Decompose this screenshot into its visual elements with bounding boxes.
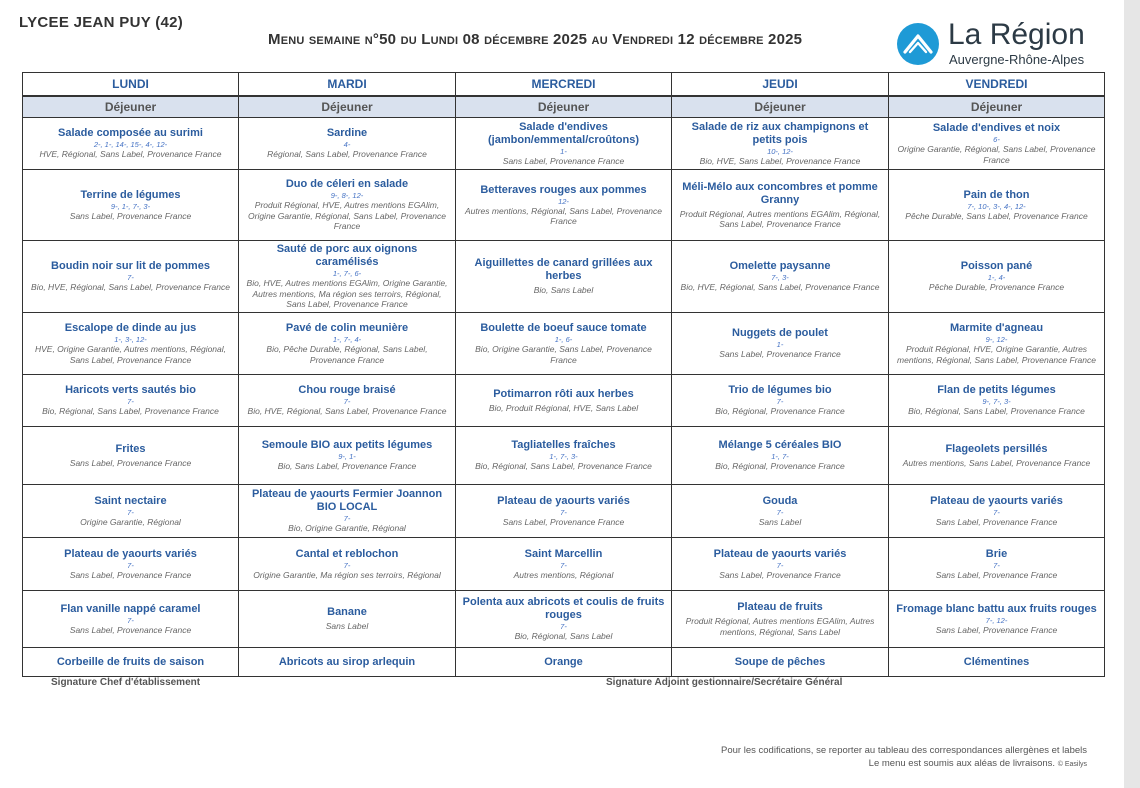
quality-labels: Sans Label, Provenance France <box>69 457 192 468</box>
dish-name: Plateau de fruits <box>737 601 823 613</box>
menu-cell <box>456 591 672 648</box>
quality-labels: Bio, HVE, Régional, Sans Label, Provenance France <box>31 282 230 293</box>
quality-labels: Bio, HVE, Régional, Sans Label, Provenance France <box>680 282 880 293</box>
allergen-codes: 2-, 1-, 14-, 15-, 4-, 12- <box>93 140 168 150</box>
allergen-codes: 1-, 7-, 4- <box>332 335 362 344</box>
allergen-codes: 4- <box>343 140 351 150</box>
allergen-codes: 9-, 1-, 7-, 3- <box>110 201 151 211</box>
allergen-codes: 9-, 8-, 12- <box>330 191 364 201</box>
menu-row <box>23 375 1105 427</box>
dish-name: Gouda <box>762 494 798 507</box>
quality-labels: Sans Label, Provenance France <box>69 569 192 580</box>
allergen-codes: 7- <box>776 397 784 407</box>
menu-row <box>23 485 1105 538</box>
day-header: VENDREDI <box>889 73 1105 96</box>
signature-adjoint: Signature Adjoint gestionnaire/Secrétaire Général <box>606 677 843 688</box>
quality-labels: Sans Label, Provenance France <box>69 210 192 221</box>
dish-name: Nuggets de poulet <box>732 327 828 340</box>
quality-labels: Bio, Sans Label <box>533 285 594 296</box>
menu-row <box>23 591 1105 648</box>
quality-labels: Autres mentions, Sans Label, Provenance France <box>902 457 1091 468</box>
quality-labels: HVE, Régional, Sans Label, Provenance France <box>39 149 222 160</box>
dish-name: Omelette paysanne <box>729 260 831 273</box>
dish-name: Frites <box>115 442 146 455</box>
footer-credit: © Easilys <box>1057 761 1087 768</box>
footer-delivery-note <box>869 758 1087 769</box>
dish-name: Saint nectaire <box>94 494 167 507</box>
quality-labels: Sans Label, Provenance France <box>719 569 841 580</box>
quality-labels: Bio, HVE, Régional, Sans Label, Provenance France <box>247 406 447 417</box>
quality-labels: Sans Label <box>325 621 369 632</box>
allergen-codes: 7- <box>993 507 1000 517</box>
allergen-codes: 10-, 12- <box>767 146 793 156</box>
quality-labels: Autres mentions, Régional, Sans Label, Provenance France <box>464 205 663 226</box>
dish-name: Fromage blanc battu aux fruits rouges <box>896 602 1097 615</box>
dish-name: Salade d'endives (jambon/emmental/croûtons) <box>488 120 639 146</box>
menu-cell <box>456 170 672 241</box>
dish-name: Boulette de boeuf sauce tomate <box>480 322 647 334</box>
allergen-codes: 7- <box>343 560 351 570</box>
quality-labels: Bio, Régional, Sans Label, Provenance France <box>908 406 1085 417</box>
menu-cell <box>889 538 1105 591</box>
quality-labels: Produit Régional, Autres mentions EGAlim, Régional, Sans Label, Provenance France <box>679 208 881 229</box>
menu-cell <box>456 538 672 591</box>
dish-name: Cantal et reblochon <box>295 547 399 560</box>
quality-labels: Bio, HVE, Autres mentions EGAlim, Origine Garantie, Autres mentions, Ma région ses terroirs, Régional, Sans Label, Provenance France <box>246 278 448 310</box>
menu-cell <box>889 591 1105 648</box>
quality-labels: Bio, Régional, Sans Label, Provenance France <box>475 461 652 472</box>
menu-cell <box>456 118 672 170</box>
quality-labels: Sans Label, Provenance France <box>719 349 841 360</box>
day-header: LUNDI <box>23 73 239 96</box>
menu-cell <box>456 485 672 538</box>
allergen-codes: 1-, 3-, 12- <box>114 335 147 344</box>
day-header: MARDI <box>239 73 456 96</box>
allergen-codes: 7- <box>560 507 567 517</box>
school-name: LYCEE JEAN PUY (42) <box>19 14 184 31</box>
dish-name: Plateau de yaourts variés <box>64 547 197 560</box>
dish-name: Abricots au sirop arlequin <box>278 655 416 668</box>
dish-name: Plateau de yaourts variés <box>930 494 1063 507</box>
quality-labels: Origine Garantie, Ma région ses terroirs, Régional <box>253 569 441 580</box>
quality-labels: Origine Garantie, Régional <box>80 516 181 527</box>
quality-labels: Sans Label, Provenance France <box>935 569 1058 580</box>
quality-labels: Produit Régional, HVE, Autres mentions EGAlim, Origine Garantie, Régional, Sans Label, Provenance France <box>248 200 446 232</box>
menu-cell <box>672 648 889 677</box>
allergen-codes: 7- <box>127 615 134 625</box>
menu-cell <box>456 313 672 375</box>
allergen-codes: 7- <box>343 514 351 524</box>
menu-cell <box>889 375 1105 427</box>
allergen-codes: 7-, 12- <box>985 615 1008 625</box>
menu-cell <box>456 241 672 313</box>
day-header-row <box>23 73 1105 96</box>
quality-labels: Autres mentions, Régional <box>513 569 614 580</box>
menu-cell <box>672 313 889 375</box>
allergen-codes: 7- <box>127 273 134 283</box>
menu-cell <box>239 118 456 170</box>
quality-labels: Régional, Sans Label, Provenance France <box>267 149 427 160</box>
quality-labels: Sans Label, Provenance France <box>935 516 1058 527</box>
allergen-codes: 9-, 1- <box>338 452 356 462</box>
allergen-codes: 7- <box>127 397 134 407</box>
dish-name: Plateau de yaourts Fermier Joannon BIO LOCAL <box>251 488 443 514</box>
dish-name: Flan vanille nappé caramel <box>60 602 201 615</box>
day-header: JEUDI <box>672 73 889 96</box>
allergen-codes: 9-, 7-, 3- <box>982 397 1011 407</box>
region-logo <box>897 18 1107 69</box>
allergen-codes: 1-, 7- <box>771 452 789 462</box>
menu-table <box>22 72 1105 677</box>
quality-labels: Bio, Régional, Sans Label <box>514 631 613 642</box>
allergen-codes: 6- <box>993 135 1000 144</box>
menu-cell <box>889 648 1105 677</box>
menu-cell <box>239 538 456 591</box>
menu-cell <box>456 648 672 677</box>
menu-cell <box>239 427 456 485</box>
dish-name: Trio de légumes bio <box>728 384 832 397</box>
dish-name: Escalope de dinde au jus <box>64 322 197 334</box>
menu-cell <box>672 118 889 170</box>
menu-cell <box>672 170 889 241</box>
dish-name: Haricots verts sautés bio <box>65 384 196 397</box>
allergen-codes: 7- <box>127 560 134 570</box>
dish-name: Soupe de pêches <box>734 655 826 668</box>
menu-cell <box>239 375 456 427</box>
dish-name: Tagliatelles fraîches <box>511 439 616 452</box>
quality-labels: Bio, Sans Label, Provenance France <box>277 461 417 472</box>
menu-cell <box>672 591 889 648</box>
dish-name: Brie <box>985 547 1008 560</box>
allergen-codes: 1- <box>776 340 784 350</box>
menu-cell <box>239 648 456 677</box>
menu-cell <box>889 118 1105 170</box>
dish-name: Betteraves rouges aux pommes <box>480 183 647 196</box>
allergen-codes: 7-, 3- <box>771 273 789 283</box>
quality-labels: Bio, Origine Garantie, Régional <box>288 523 406 534</box>
page-edge <box>1124 0 1140 788</box>
menu-cell <box>889 485 1105 538</box>
menu-cell <box>23 375 239 427</box>
quality-labels: Bio, Régional, Provenance France <box>715 461 845 472</box>
meal-label: Déjeuner <box>889 96 1105 118</box>
region-logo-name: La Région <box>948 18 1085 51</box>
menu-cell <box>239 485 456 538</box>
allergen-codes: 7- <box>560 622 567 632</box>
dish-name: Mélange 5 céréales BIO <box>718 439 842 452</box>
menu-cell <box>23 170 239 241</box>
footer-codification-note: Pour les codifications, se reporter au tableau des correspondances allergènes et labels <box>721 745 1087 756</box>
quality-labels: Sans Label, Provenance France <box>935 624 1058 635</box>
quality-labels: Bio, Origine Garantie, Sans Label, Provenance France <box>475 344 652 365</box>
menu-cell <box>23 241 239 313</box>
allergen-codes: 7- <box>776 560 784 570</box>
dish-name: Sardine <box>326 127 368 140</box>
quality-labels: Produit Régional, HVE, Origine Garantie, Autres mentions, Régional, Sans Label, Provenance France <box>897 344 1096 365</box>
quality-labels: Sans Label <box>758 516 802 527</box>
footer-delivery-text: Le menu est soumis aux aléas de livraisons. <box>868 758 1056 769</box>
dish-name: Aiguillettes de canard grillées aux herbes <box>474 257 653 283</box>
allergen-codes: 1-, 6- <box>554 335 573 344</box>
meal-label: Déjeuner <box>456 96 672 118</box>
region-logo-icon <box>897 23 939 65</box>
dish-name: Polenta aux abricots et coulis de fruits rouges <box>462 596 665 622</box>
menu-cell <box>672 485 889 538</box>
dish-name: Flan de petits légumes <box>937 384 1056 397</box>
menu-cell <box>23 648 239 677</box>
dish-name: Salade d'endives et noix <box>932 122 1061 134</box>
menu-cell <box>23 427 239 485</box>
quality-labels: Bio, HVE, Sans Label, Provenance France <box>699 155 861 166</box>
allergen-codes: 7- <box>343 397 351 407</box>
menu-row <box>23 170 1105 241</box>
dish-name: Banane <box>327 606 367 619</box>
menu-cell <box>239 313 456 375</box>
quality-labels: Origine Garantie, Régional, Sans Label, Provenance France <box>897 144 1096 165</box>
dish-name: Pavé de colin meunière <box>285 322 409 334</box>
quality-labels: Sans Label, Provenance France <box>502 155 625 166</box>
menu-cell <box>23 313 239 375</box>
dish-name: Plateau de yaourts variés <box>497 494 630 507</box>
quality-labels: Bio, Produit Régional, HVE, Sans Label <box>488 402 639 413</box>
allergen-codes: 1-, 4- <box>987 273 1006 283</box>
menu-cell <box>239 170 456 241</box>
menu-cell <box>889 313 1105 375</box>
signature-chef: Signature Chef d'établissement <box>51 677 201 688</box>
allergen-codes: 1-, 7-, 6- <box>332 269 362 279</box>
dish-name: Chou rouge braisé <box>298 384 396 397</box>
dish-name: Plateau de yaourts variés <box>713 547 847 560</box>
day-header: MERCREDI <box>456 73 672 96</box>
quality-labels: Bio, Régional, Sans Label, Provenance France <box>42 406 219 417</box>
menu-row <box>23 241 1105 313</box>
menu-cell <box>672 241 889 313</box>
region-logo-subtitle: Auvergne-Rhône-Alpes <box>949 52 1085 67</box>
menu-row <box>23 427 1105 485</box>
quality-labels: Sans Label, Provenance France <box>69 624 192 635</box>
quality-labels: Sans Label, Provenance France <box>502 516 625 527</box>
menu-cell <box>239 591 456 648</box>
dish-name: Saint Marcellin <box>524 547 603 560</box>
dish-name: Semoule BIO aux petits légumes <box>261 439 433 452</box>
menu-cell <box>23 485 239 538</box>
menu-row <box>23 313 1105 375</box>
menu-cell <box>672 538 889 591</box>
quality-labels: Pêche Durable, Provenance France <box>928 282 1065 293</box>
menu-cell <box>23 538 239 591</box>
menu-cell <box>889 170 1105 241</box>
dish-name: Boudin noir sur lit de pommes <box>51 260 210 273</box>
menu-cell <box>23 591 239 648</box>
allergen-codes: 9-, 12- <box>985 335 1008 344</box>
dish-name: Poisson pané <box>960 260 1033 273</box>
menu-cell <box>672 375 889 427</box>
menu-cell <box>889 427 1105 485</box>
allergen-codes: 7- <box>127 507 134 517</box>
dish-name: Terrine de légumes <box>80 188 181 201</box>
dish-name: Méli-Mélo aux concombres et pomme Granny <box>682 180 878 206</box>
menu-cell <box>239 241 456 313</box>
menu-row <box>23 648 1105 677</box>
dish-name: Duo de céleri en salade <box>285 178 409 191</box>
allergen-codes: 7- <box>776 507 784 517</box>
menu-cell <box>23 118 239 170</box>
quality-labels: Pêche Durable, Sans Label, Provenance France <box>905 210 1088 221</box>
menu-cell <box>456 375 672 427</box>
allergen-codes: 7- <box>560 560 567 570</box>
menu-title: Menu semaine n°50 du Lundi 08 décembre 2025 au Vendredi 12 décembre 2025 <box>268 31 803 48</box>
allergen-codes: 1-, 7-, 3- <box>549 452 578 462</box>
meal-row <box>23 96 1105 118</box>
allergen-codes: 12- <box>558 196 569 206</box>
dish-name: Marmite d'agneau <box>949 322 1044 334</box>
dish-name: Flageolets persillés <box>945 442 1048 455</box>
quality-labels: Bio, Régional, Provenance France <box>715 406 845 417</box>
allergen-codes: 7- <box>993 560 1000 570</box>
dish-name: Pain de thon <box>963 188 1030 201</box>
menu-cell <box>889 241 1105 313</box>
menu-row <box>23 118 1105 170</box>
dish-name: Orange <box>544 655 583 668</box>
meal-label: Déjeuner <box>672 96 889 118</box>
dish-name: Sauté de porc aux oignons caramélisés <box>276 243 418 269</box>
quality-labels: Bio, Pêche Durable, Régional, Sans Label, Provenance France <box>266 344 428 365</box>
dish-name: Potimarron rôti aux herbes <box>493 387 634 400</box>
menu-row <box>23 538 1105 591</box>
allergen-codes: 7-, 10-, 3-, 4-, 12- <box>967 201 1026 211</box>
dish-name: Corbeille de fruits de saison <box>56 655 205 668</box>
dish-name: Salade de riz aux champignons et petits pois <box>691 120 869 146</box>
quality-labels: Produit Régional, Autres mentions EGAlim, Autres mentions, Régional, Sans Label <box>685 616 875 637</box>
quality-labels: HVE, Origine Garantie, Autres mentions, Régional, Sans Label, Provenance France <box>34 344 227 365</box>
meal-label: Déjeuner <box>23 96 239 118</box>
allergen-codes: 1- <box>560 146 567 156</box>
dish-name: Salade composée au surimi <box>58 127 203 140</box>
dish-name: Clémentines <box>963 655 1030 668</box>
meal-label: Déjeuner <box>239 96 456 118</box>
menu-cell <box>672 427 889 485</box>
menu-cell <box>456 427 672 485</box>
